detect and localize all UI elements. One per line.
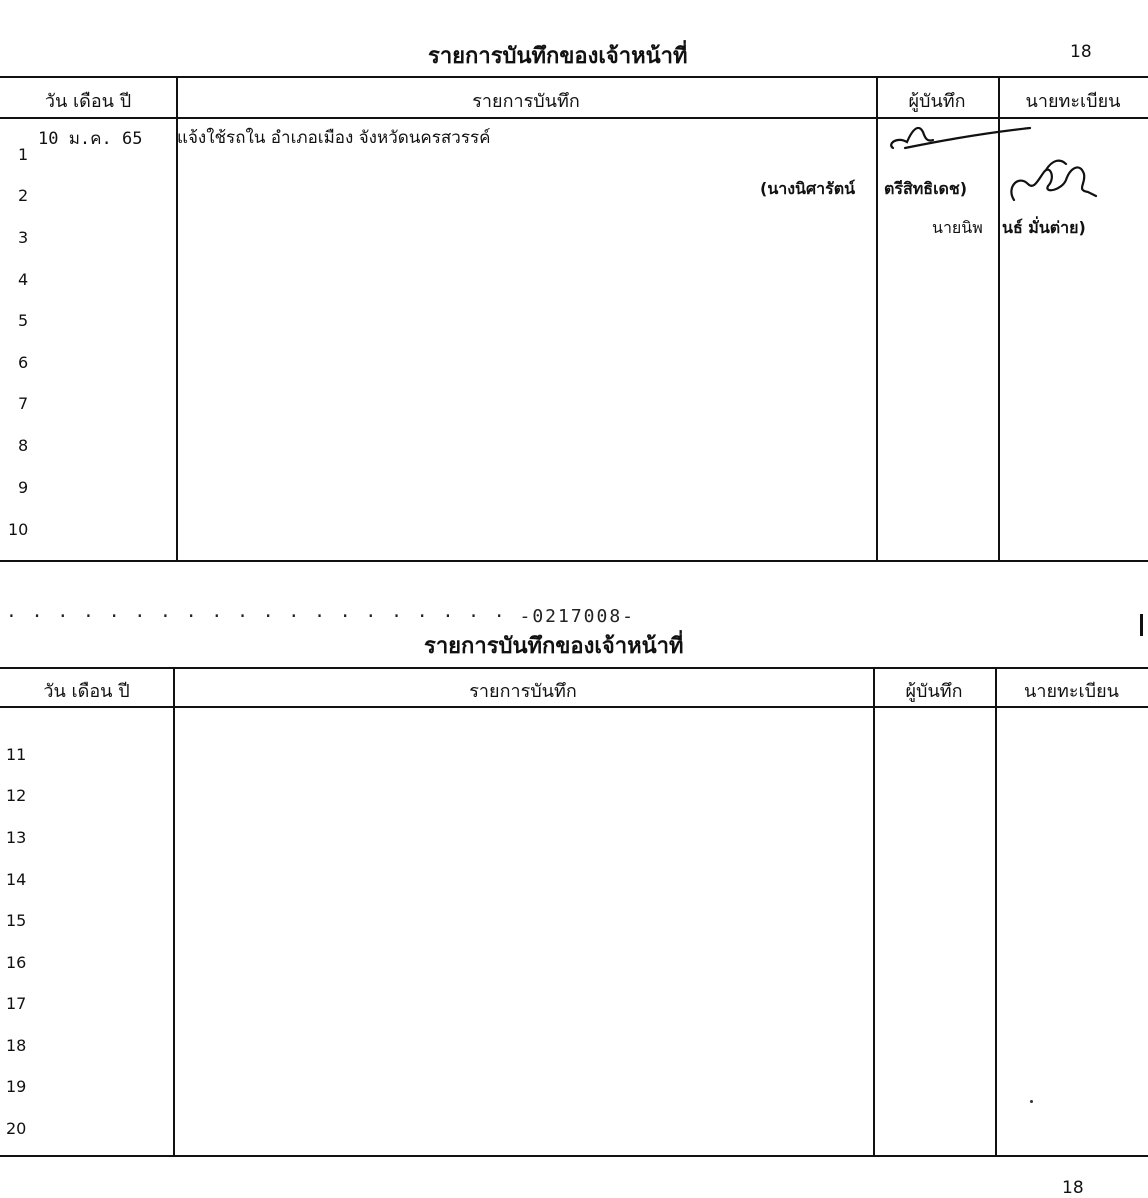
row-number-6: 6: [18, 353, 29, 372]
row-number-8: 8: [18, 436, 29, 455]
registrar-name-part1: นายนิพ: [932, 218, 983, 237]
entry-text: แจ้งใช้รถใน อำเภอเมือง จังหวัดนครสวรรค์: [177, 128, 491, 148]
section2-header-recorder: ผู้บันทึก: [905, 681, 963, 702]
registrar-name-part2: นธ์ มั่นต่าย): [1002, 218, 1086, 237]
stray-mark: [1030, 1100, 1033, 1103]
row-number-5: 5: [18, 311, 29, 330]
section1-col-divider-2: [876, 76, 878, 561]
row-number-7: 7: [18, 394, 29, 413]
row-number-16: 16: [6, 953, 27, 972]
row-number-13: 13: [6, 828, 27, 847]
header-date: วัน เดือน ปี: [44, 91, 132, 112]
bottom-page-number: 18: [1062, 1178, 1084, 1198]
section1-top-rule: [0, 76, 1148, 78]
row-number-9: 9: [18, 478, 29, 497]
page-number: 18: [1070, 42, 1092, 62]
row-number-3: 3: [18, 228, 29, 247]
corner-mark: [1140, 614, 1143, 636]
section2-header-registrar: นายทะเบียน: [1024, 681, 1119, 702]
row-number-10: 10: [8, 520, 29, 539]
row-number-17: 17: [6, 994, 27, 1013]
serial-number-fragment: · · · · · · · · · · · · · · · · · · · · -0217008-: [6, 606, 636, 627]
row-number-19: 19: [6, 1077, 27, 1096]
section1-title: รายการบันทึกของเจ้าหน้าที่: [428, 44, 688, 69]
section2-header-entry: รายการบันทึก: [469, 681, 577, 702]
section2-header-date: วัน เดือน ปี: [43, 681, 130, 702]
row-number-12: 12: [6, 786, 27, 805]
header-entry: รายการบันทึก: [472, 91, 580, 112]
recorder-name-part1: (นางนิศารัตน์: [760, 179, 856, 198]
header-registrar: นายทะเบียน: [1025, 91, 1121, 112]
row-number-4: 4: [18, 270, 29, 289]
row-number-1: 1: [18, 145, 29, 164]
row-number-20: 20: [6, 1119, 27, 1138]
recorder-name-part2: ตรีสิทธิเดช): [884, 179, 968, 198]
section2-col-divider-3: [995, 667, 997, 1156]
registrar-signature-icon: [1004, 150, 1114, 210]
section2-col-divider-2: [873, 667, 875, 1156]
row-number-2: 2: [18, 186, 29, 205]
section2-title: รายการบันทึกของเจ้าหน้าที่: [424, 634, 684, 659]
row-number-14: 14: [6, 870, 27, 889]
section2-col-divider-1: [173, 667, 175, 1156]
header-recorder: ผู้บันทึก: [908, 91, 966, 112]
row-number-15: 15: [6, 911, 27, 930]
row-number-18: 18: [6, 1036, 27, 1055]
section1-bottom-rule: [0, 560, 1148, 562]
row-number-11: 11: [6, 745, 27, 764]
entry-date: 10 ม.ค. 65: [38, 129, 143, 149]
